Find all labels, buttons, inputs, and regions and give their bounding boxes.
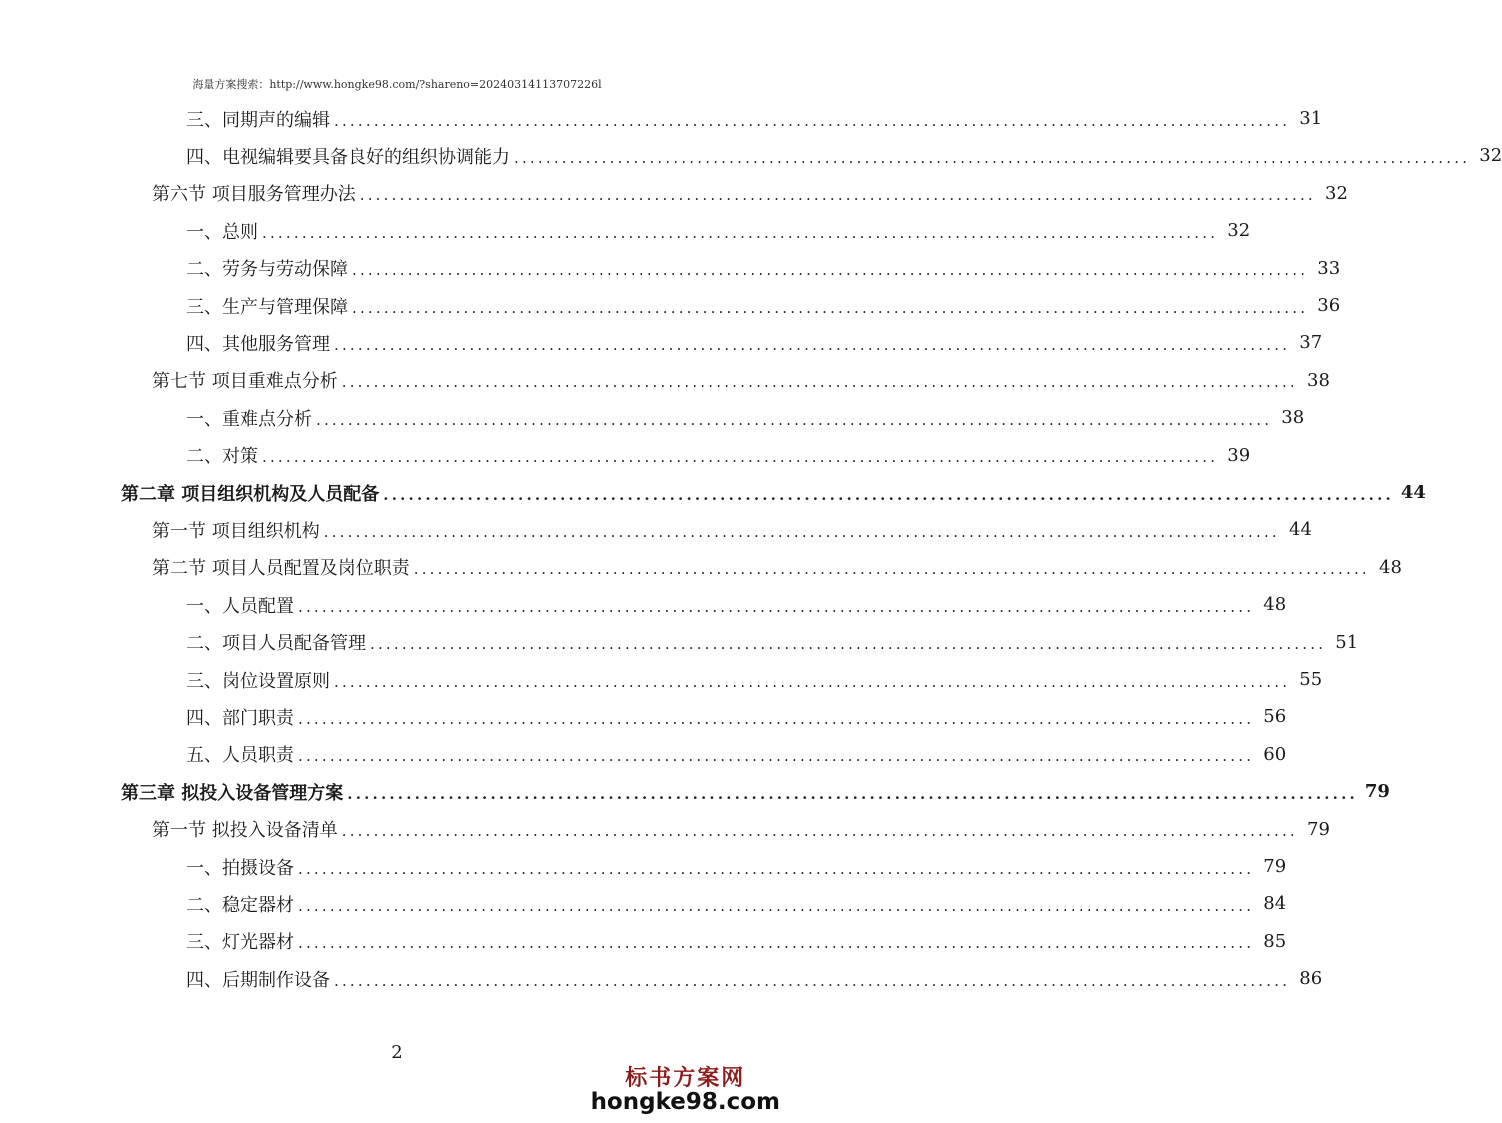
- site-watermark: [591, 1061, 780, 1115]
- toc-entry-title: 第二章 项目组织机构及人员配备: [121, 483, 380, 505]
- toc-dot-leader: ........................................................................................................................: [334, 335, 1291, 354]
- toc-dot-leader: ........................................................................................................................: [359, 186, 1316, 205]
- toc-entry-item[interactable]: [186, 885, 1287, 922]
- toc-entry-item[interactable]: [186, 250, 1341, 287]
- toc-dot-leader: ........................................................................................................................: [316, 410, 1273, 429]
- toc-entry-item[interactable]: [186, 960, 1323, 997]
- toc-entry-section[interactable]: [152, 362, 1330, 399]
- toc-entry-page: 55: [1299, 669, 1323, 690]
- toc-entry-page: 32: [1325, 182, 1348, 204]
- toc-entry-title: 三、岗位设置原则: [186, 670, 330, 692]
- toc-dot-leader: ........................................................................................................................: [298, 859, 1255, 878]
- toc-entry-title: 第七节 项目重难点分析: [152, 371, 338, 393]
- watermark-cn: 标书方案网: [625, 1065, 746, 1091]
- toc-entry-page: 48: [1379, 556, 1402, 578]
- toc-entry-item[interactable]: [186, 287, 1341, 324]
- toc-entry-item[interactable]: [186, 923, 1287, 960]
- toc-entry-section[interactable]: [152, 175, 1348, 212]
- toc-entry-title: 第三章 拟投入设备管理方案: [121, 782, 344, 804]
- toc-entry-page: 84: [1263, 893, 1287, 915]
- toc-entry-title: 三、生产与管理保障: [186, 296, 348, 318]
- toc-dot-leader: ........................................................................................................................: [334, 971, 1291, 990]
- toc-entry-title: 二、稳定器材: [186, 894, 294, 916]
- toc-entry-item[interactable]: [186, 848, 1287, 885]
- toc-dot-leader: ........................................................................................................................: [298, 597, 1255, 616]
- toc-entry-item[interactable]: [186, 100, 1323, 137]
- toc-entry-item[interactable]: [186, 624, 1359, 661]
- toc-entry-section[interactable]: [152, 811, 1330, 848]
- toc-entry-title: 四、电视编辑要具备良好的组织协调能力: [186, 146, 510, 168]
- toc-entry-title: 二、劳务与劳动保障: [186, 259, 348, 281]
- toc-entry-page: 38: [1307, 369, 1330, 391]
- toc-entry-section[interactable]: [152, 511, 1312, 548]
- toc-dot-leader: ........................................................................................................................: [514, 148, 1471, 167]
- toc-entry-page: 39: [1227, 444, 1251, 466]
- toc-entry-title: 一、总则: [186, 221, 258, 243]
- toc-entry-page: 48: [1263, 594, 1287, 616]
- toc-entry-page: 79: [1307, 818, 1330, 840]
- toc-entry-title: 二、项目人员配备管理: [186, 633, 366, 655]
- toc-entry-item[interactable]: [186, 212, 1251, 249]
- toc-dot-leader: ........................................................................................................................: [347, 784, 1358, 803]
- toc-dot-leader: ........................................................................................................................: [298, 747, 1255, 766]
- toc-entry-title: 第一节 拟投入设备清单: [152, 820, 338, 842]
- toc-entry-title: 二、对策: [186, 446, 258, 468]
- toc-dot-leader: ........................................................................................................................: [298, 896, 1255, 915]
- toc-dot-leader: ........................................................................................................................: [298, 709, 1255, 728]
- toc-dot-leader: ........................................................................................................................: [370, 635, 1327, 654]
- toc-entry-chapter[interactable]: [121, 773, 1390, 810]
- toc-dot-leader: ........................................................................................................................: [262, 223, 1219, 242]
- toc-dot-leader: ........................................................................................................................: [334, 672, 1291, 691]
- toc-entry-page: 86: [1299, 968, 1323, 990]
- toc-entry-chapter[interactable]: [121, 474, 1426, 511]
- toc-entry-title: 四、后期制作设备: [186, 969, 330, 991]
- toc-entry-item[interactable]: [186, 399, 1305, 436]
- toc-entry-title: 三、同期声的编辑: [186, 109, 330, 131]
- toc-dot-leader: ........................................................................................................................: [341, 373, 1298, 392]
- toc-dot-leader: ........................................................................................................................: [341, 822, 1298, 841]
- toc-dot-leader: ........................................................................................................................: [298, 934, 1255, 953]
- toc-entry-page: 33: [1317, 257, 1341, 279]
- toc-entry-title: 一、人员配置: [186, 595, 294, 617]
- toc-entry-title: 一、拍摄设备: [186, 857, 294, 879]
- toc-entry-page: 51: [1335, 631, 1359, 653]
- toc-entry-title: 第六节 项目服务管理办法: [152, 184, 356, 206]
- toc-dot-leader: ........................................................................................................................: [334, 111, 1291, 130]
- toc-dot-leader: ........................................................................................................................: [323, 522, 1280, 541]
- toc-entry-page: 31: [1299, 108, 1323, 129]
- toc-entry-section[interactable]: [152, 549, 1402, 586]
- header-source-note: 海量方案搜索：http://www.hongke98.com/?shareno=20240314113707226l: [192, 78, 602, 91]
- toc-entry-item[interactable]: [186, 586, 1287, 623]
- toc-entry-page: 56: [1263, 706, 1287, 728]
- toc-entry-page: 36: [1317, 295, 1341, 316]
- toc-entry-item[interactable]: [186, 661, 1323, 698]
- page-number: 2: [391, 1042, 403, 1063]
- toc-entry-page: 60: [1263, 743, 1287, 765]
- toc-entry-page: 32: [1479, 145, 1502, 167]
- toc-entry-title: 一、重难点分析: [186, 408, 312, 430]
- toc-entry-title: 四、部门职责: [186, 707, 294, 729]
- toc-dot-leader: ........................................................................................................................: [352, 261, 1309, 280]
- toc-entry-page: 37: [1299, 332, 1323, 354]
- toc-entry-title: 第二节 项目人员配置及岗位职责: [152, 558, 410, 580]
- toc-entry-page: 85: [1263, 930, 1287, 952]
- toc-entry-title: 三、灯光器材: [186, 932, 294, 954]
- toc-entry-title: 第一节 项目组织机构: [152, 520, 320, 542]
- toc-dot-leader: ........................................................................................................................: [383, 485, 1394, 504]
- toc-entry-title: 四、其他服务管理: [186, 333, 330, 355]
- watermark-en: hongke98.com: [590, 1089, 780, 1115]
- toc-entry-item[interactable]: [186, 736, 1287, 773]
- toc-entry-page: 79: [1263, 856, 1287, 877]
- toc-entry-item[interactable]: [186, 324, 1323, 361]
- toc-dot-leader: ........................................................................................................................: [262, 448, 1219, 467]
- toc-entry-title: 五、人员职责: [186, 745, 294, 767]
- toc-entry-item[interactable]: [186, 137, 1502, 174]
- toc-entry-page: 44: [1400, 482, 1426, 503]
- toc-entry-page: 38: [1281, 407, 1305, 429]
- toc-entry-item[interactable]: [186, 437, 1251, 474]
- toc-entry-page: 44: [1289, 519, 1312, 541]
- toc-dot-leader: ........................................................................................................................: [413, 560, 1370, 579]
- toc-dot-leader: ........................................................................................................................: [352, 298, 1309, 317]
- toc-entry-page: 79: [1364, 781, 1390, 803]
- toc-entry-item[interactable]: [186, 698, 1287, 735]
- toc-entry-page: 32: [1227, 220, 1251, 242]
